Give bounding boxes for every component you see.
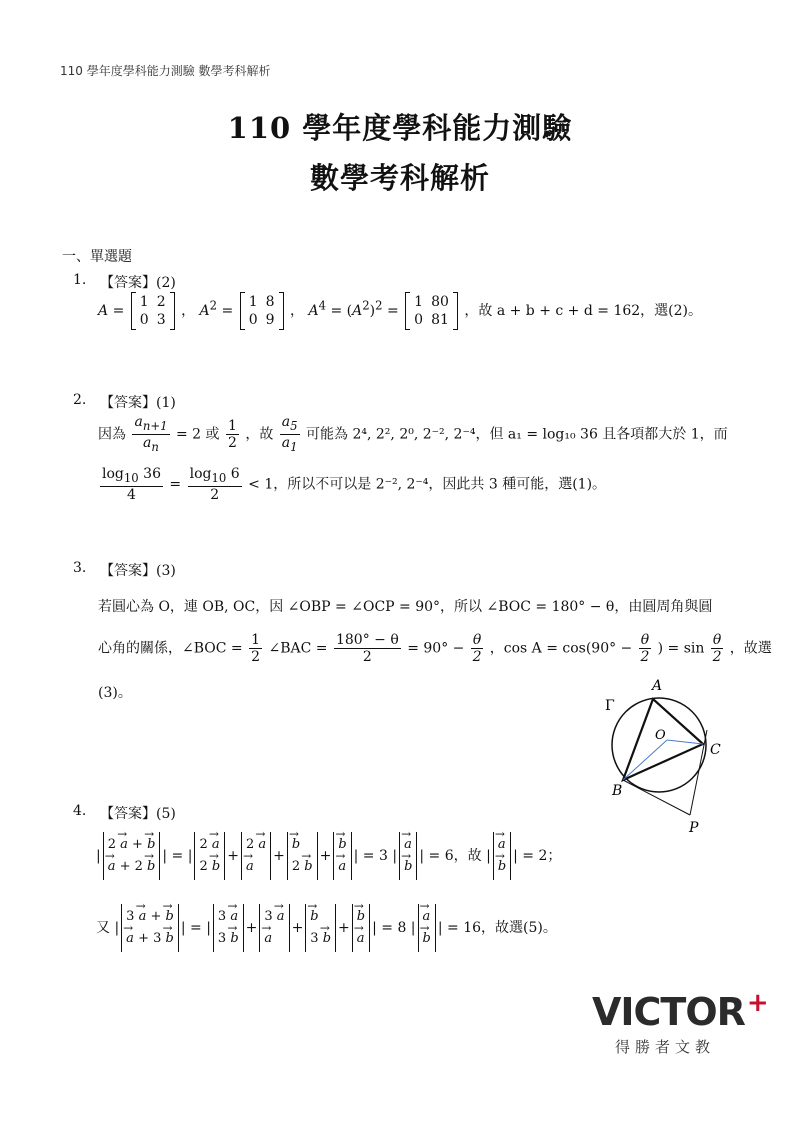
- q2-line1: [98, 414, 728, 455]
- q4-l2-tail: | = 16，故選(5)。: [437, 920, 557, 936]
- label-o: O: [655, 728, 666, 743]
- q3-l2-mid3: ，cos A = cos(90° −: [489, 640, 633, 657]
- q3-answer: 【答案】(3): [100, 563, 176, 579]
- q2-line1-tail: 可能為 2⁴, 2², 2⁰, 2⁻², 2⁻⁴，但 a₁ = log₁₀ 36 且各項都大於 1，而: [306, 426, 728, 443]
- det-a-b-2: → a → b: [493, 832, 511, 880]
- q3-l2-mid2: = 90° −: [407, 640, 465, 657]
- q2-answer: 【答案】(1): [100, 395, 176, 411]
- q2-number: 2.: [73, 392, 87, 408]
- q3-theta-half-1: $\frac{\theta}{2}$: [472, 632, 482, 665]
- q3-l2-tail: ，故選: [729, 640, 772, 657]
- page-title: 110 學年度學科能力測驗: [227, 111, 573, 145]
- q1-conclusion: ，故 a + b + c + d = 162，選(2)。: [464, 303, 703, 319]
- det-term2: 2 → a → a: [241, 832, 271, 880]
- q3-half-fraction: $\frac{1}{2}$: [251, 632, 261, 665]
- q3-angle-fraction: $\frac{180^\circ - \theta}{2}$: [335, 632, 399, 665]
- q4-l2-prefix: 又 |: [96, 920, 120, 936]
- q3-theta-half-3: $\frac{\theta}{2}$: [712, 632, 722, 665]
- label-a: A: [652, 678, 663, 694]
- q1-solution: A = 1 2 0 3 ， $A^2$ = 1 8 0 9 ， $A^4 = (A^2)^2$ = 1 80 0 81 ，故 a + b + c + d = 162，選(2)。: [98, 294, 703, 328]
- det-a-b-1: → a → b: [399, 832, 417, 880]
- section-heading: 一、單選題: [62, 249, 132, 265]
- logo-text: VICTOR: [592, 990, 745, 1034]
- q2-mid1: = 2 或: [175, 426, 220, 443]
- q3-l2-mid1: ∠BAC =: [268, 640, 328, 657]
- det-term5: 3 → a 3 → b: [213, 904, 244, 952]
- det-term6: 3 → a → a: [259, 904, 289, 952]
- page-subtitle: 數學考科解析: [309, 161, 490, 195]
- label-gamma: Γ: [605, 698, 615, 714]
- q2-line2: $\frac{\log_{10} 36}{4}$ = $\frac{\log_{10} 6}{2}$ < 1，所以不可以是 2⁻², 2⁻⁴，因此共 3 種可能，選(1)。: [102, 466, 607, 503]
- det-2a-b: 2 → a + → b → a + 2 → b: [103, 832, 161, 880]
- q4-l1-mid: | = 3 |: [353, 848, 398, 864]
- q4-answer: 【答案】(5): [100, 806, 176, 822]
- q3-l2-prefix: 心角的關係，∠BOC =: [98, 640, 243, 657]
- tangent-bp: [623, 780, 690, 815]
- matrix-a-fourth: 1 80 0 81: [405, 292, 458, 330]
- label-b: B: [612, 783, 623, 799]
- q3-line2: [98, 632, 772, 665]
- det-term4: → b → a: [333, 832, 351, 880]
- label-p: P: [689, 820, 699, 836]
- det-term7: → b 3 → b: [305, 904, 336, 952]
- q4-l2-mid: | = 8 |: [372, 920, 416, 936]
- victor-logo: [592, 990, 768, 1034]
- det-a-b-3: → a → b: [418, 904, 436, 952]
- q2-mid2: ，故: [245, 426, 274, 443]
- det-term3: → b 2 → b: [287, 832, 318, 880]
- det-term8: → b → a: [352, 904, 370, 952]
- q2-line2-tail: < 1，所以不可以是 2⁻², 2⁻⁴，因此共 3 種可能，選(1)。: [248, 476, 607, 493]
- ratio-fraction: $\frac{a_{n+1}}{a_n}$: [134, 414, 168, 454]
- half-fraction: $\frac{1}{2}$: [227, 417, 237, 451]
- q1-separator: ，: [181, 303, 196, 319]
- q3-line3: (3)。: [98, 685, 132, 701]
- matrix-a-squared: 1 8 0 9: [240, 292, 284, 330]
- log6-fraction: $\frac{\log_{10} 6}{2}$: [189, 466, 240, 503]
- q4-number: 4.: [73, 803, 87, 819]
- matrix-a: 1 2 0 3: [131, 292, 175, 330]
- q3-l2-mid4: ) = sin: [657, 640, 705, 657]
- logo-plus: +: [746, 988, 768, 1018]
- circle-diagram: [595, 670, 735, 840]
- q3-line1: 若圓心為 O，連 OB, OC，因 ∠OBP = ∠OCP = 90°，所以 ∠BOC = 180° − θ，由圓周角與圓: [98, 599, 713, 615]
- q4-l1-eq: | = 6，故 |: [419, 848, 491, 864]
- q1-number: 1.: [73, 272, 87, 288]
- q1-separator-2: ，: [290, 303, 304, 319]
- det-3a-b: 3 → a + → b → a + 3 → b: [121, 904, 179, 952]
- q1-answer: 【答案】(2): [100, 275, 176, 291]
- log36-fraction: $\frac{\log_{10} 36}{4}$: [102, 466, 161, 503]
- a5-over-a1-fraction: $\frac{a_5}{a_1}$: [281, 414, 298, 454]
- q4-line2: 又 | 3 → a + → b → a + 3 → b | = | 3 → a 3 → b + 3 → a → a + → b 3 → b + → b → a | = 8 | → a → b | = 16，故選(5)。: [96, 904, 557, 952]
- q3-theta-half-2: $\frac{\theta}{2}$: [640, 632, 650, 665]
- det-term1: 2 → a 2 → b: [194, 832, 225, 880]
- q4-line1: | 2 → a + → b → a + 2 → b | = | 2 → a 2 → b + 2 → a → a + → b 2 → b + → b → a | = 3 | → a → b | = 6，故 | → a → b | = 2；: [96, 832, 561, 880]
- q4-l1-tail: | = 2；: [513, 848, 562, 864]
- q3-number: 3.: [73, 560, 87, 576]
- brand-subtitle: 得勝者文教: [615, 1038, 716, 1056]
- label-c: C: [710, 742, 721, 758]
- q2-prefix: 因為: [98, 426, 126, 443]
- running-header: 110 學年度學科能力測驗 數學考科解析: [60, 64, 271, 78]
